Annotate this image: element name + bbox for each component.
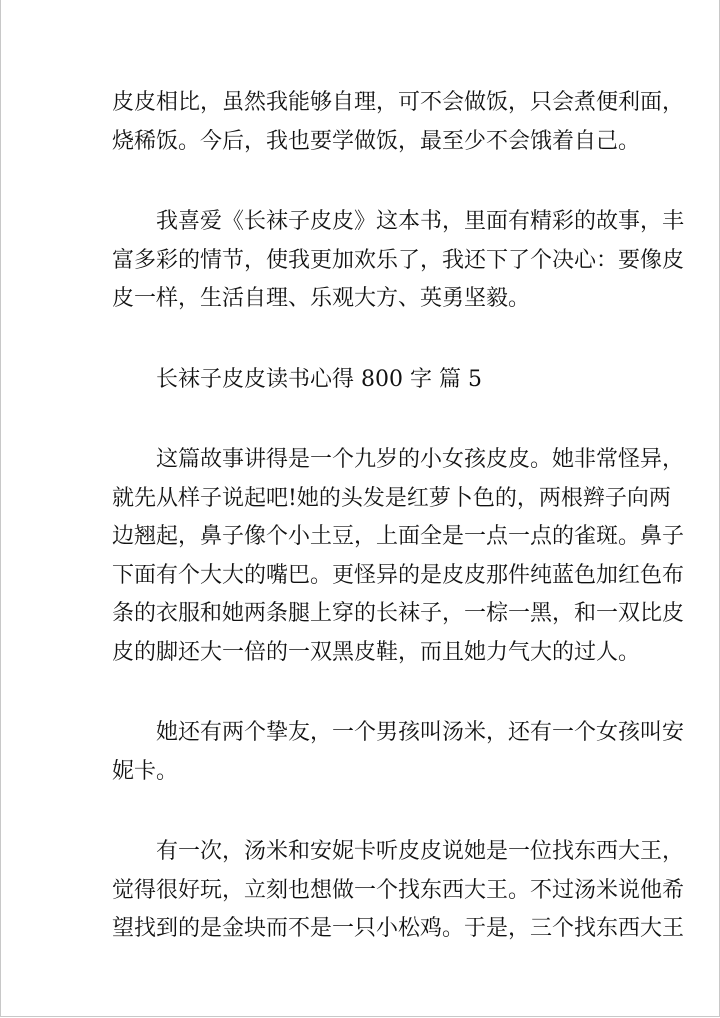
paragraph-line: 觉得很好玩，立刻也想做一个找东西大王。不过汤米说他希 (112, 877, 685, 903)
paragraph-4 (112, 714, 685, 791)
paragraph-2 (112, 203, 685, 319)
paragraph-1 (112, 84, 685, 161)
paragraph-line: 下面有个大大的嘴巴。更怪异的是皮皮那件纯蓝色加红色布 (112, 562, 685, 588)
paragraph-line: 这篇故事讲得是一个九岁的小女孩皮皮。她非常怪异， (156, 447, 685, 472)
paragraph-line: 皮一样，生活自理、乐观大方、英勇坚毅。 (112, 286, 531, 311)
paragraph-line: 边翘起，鼻子像个小土豆，上面全是一点一点的雀斑。鼻子 (112, 524, 685, 549)
document-body (112, 84, 685, 991)
section-heading: 长袜子皮皮读书心得 800 字 篇 5 (156, 366, 482, 392)
paragraph-5 (112, 833, 685, 949)
paragraph-line: 有一次，汤米和安妮卡听皮皮说她是一位找东西大王， (156, 839, 685, 864)
paragraph-line: 烧稀饭。今后，我也要学做饭，最至少不会饿着自己。 (112, 128, 641, 154)
paragraph-line: 她还有两个挚友，一个男孩叫汤米，还有一个女孩叫安 (156, 720, 685, 745)
paragraph-line: 皮皮相比，虽然我能够自理，可不会做饭，只会煮便利面， (112, 90, 685, 115)
paragraph-3 (112, 441, 685, 672)
paragraph-line: 皮的脚还大一倍的一双黑皮鞋，而且她力气大的过人。 (112, 639, 641, 665)
paragraph-line: 条的衣服和她两条腿上穿的长袜子，一棕一黑，和一双比皮 (112, 601, 685, 626)
paragraph-line: 望找到的是金块而不是一只小松鸡。于是，三个找东西大王 (112, 916, 685, 941)
paragraph-line: 妮卡。 (112, 758, 179, 784)
paragraph-line: 就先从样子说起吧!她的头发是红萝卜色的，两根辫子向两 (112, 485, 671, 511)
paragraph-line: 富多彩的情节，使我更加欢乐了，我还下了个决心：要像皮 (112, 247, 685, 273)
paragraph-line: 我喜爱《长袜子皮皮》这本书，里面有精彩的故事，丰 (156, 209, 685, 234)
